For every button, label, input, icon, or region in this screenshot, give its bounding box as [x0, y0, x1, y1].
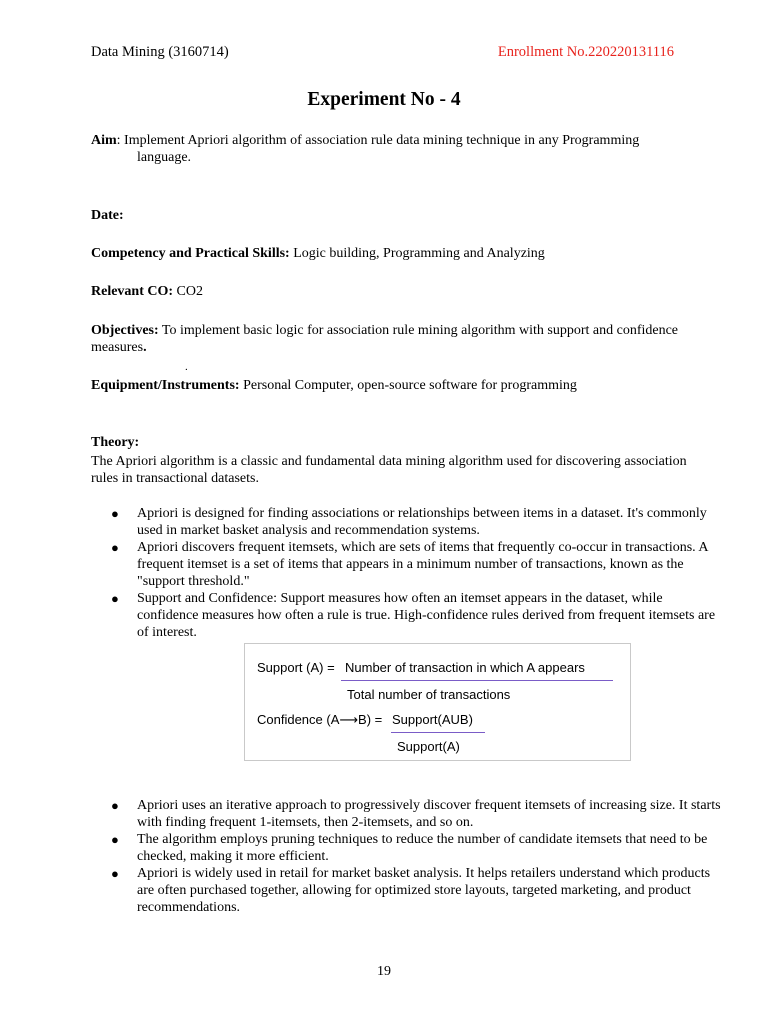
- confidence-denominator: Support(A): [397, 739, 460, 754]
- list-item: [91, 831, 721, 865]
- aim-section: [91, 132, 711, 166]
- confidence-lhs: Confidence (A⟶B) =: [257, 712, 383, 727]
- equipment-label: Equipment/Instruments:: [91, 378, 240, 393]
- list-item-text: Apriori is designed for finding associations or relationships between items in a dataset. It's commonly used in market basket analysis and recommendation systems.: [137, 506, 707, 538]
- date-label: Date:: [91, 208, 124, 223]
- bullet-icon: ●: [111, 591, 119, 606]
- list-item-text: Apriori discovers frequent itemsets, which are sets of items that frequently co-occur in transactions. A frequent itemset is a set of items that appears in a minimum number of transactions, known as the "support threshold.": [137, 540, 708, 589]
- list-item-text: Apriori uses an iterative approach to progressively discover frequent itemsets of increasing size. It starts with finding frequent 1-itemsets, then 2-itemsets, and so on.: [137, 798, 721, 830]
- list-item: [91, 505, 721, 539]
- objectives-end: .: [143, 340, 147, 355]
- equipment-section: [91, 377, 711, 394]
- theory-heading: Theory:: [91, 435, 140, 450]
- list-item: [91, 797, 721, 831]
- header-course: Data Mining (3160714): [91, 44, 229, 60]
- confidence-fraction-line: [391, 732, 485, 733]
- list-item-text: Apriori is widely used in retail for market basket analysis. It helps retailers understand which products are often purchased together, allowing for optimized store layouts, targeted marketing, and product recommendations.: [137, 866, 711, 915]
- relevant-co-text: CO2: [173, 284, 203, 299]
- bullet-icon: ●: [111, 540, 119, 555]
- theory-bullet-list-1: [91, 505, 721, 641]
- bullet-icon: ●: [111, 832, 119, 847]
- list-item: [91, 590, 721, 641]
- relevant-co-section: [91, 283, 203, 300]
- page-title: Experiment No - 4: [307, 89, 461, 110]
- competency-label: Competency and Practical Skills:: [91, 246, 290, 261]
- support-denominator: Total number of transactions: [347, 687, 511, 702]
- relevant-co-label: Relevant CO:: [91, 284, 174, 299]
- page-number: 19: [377, 964, 391, 979]
- support-numerator: Number of transaction in which A appears: [345, 660, 585, 675]
- support-lhs: Support (A) =: [257, 660, 335, 675]
- aim-text-line2: language.: [137, 150, 192, 165]
- list-item: [91, 539, 721, 590]
- aim-text-line1: : Implement Apriori algorithm of association rule data mining technique in any Programming: [116, 133, 640, 148]
- competency-section: [91, 245, 711, 262]
- stray-dot: .: [185, 361, 188, 373]
- objectives-label: Objectives:: [91, 323, 159, 338]
- confidence-numerator: Support(AUB): [392, 712, 473, 727]
- bullet-icon: ●: [111, 506, 119, 521]
- support-fraction-line: [341, 680, 613, 681]
- header-enrollment: Enrollment No.220220131116: [497, 44, 674, 60]
- list-item-text: The algorithm employs pruning techniques to reduce the number of candidate itemsets that need to be checked, making it more efficient.: [137, 832, 708, 864]
- bullet-icon: ●: [111, 866, 119, 881]
- aim-label: Aim: [91, 133, 117, 148]
- theory-intro: The Apriori algorithm is a classic and fundamental data mining algorithm used for discovering association rules in transactional datasets.: [91, 454, 687, 486]
- objectives-section: [91, 322, 691, 356]
- competency-text: Logic building, Programming and Analyzing: [289, 246, 545, 261]
- bullet-icon: ●: [111, 798, 119, 813]
- formula-figure: [244, 643, 631, 761]
- list-item-text: Support and Confidence: Support measures how often an itemset appears in the dataset, while confidence measures how often a rule is true. High-confidence rules derived from frequent itemsets are of interest.: [137, 591, 716, 640]
- equipment-text: Personal Computer, open-source software for programming: [239, 378, 577, 393]
- list-item: [91, 865, 721, 916]
- objectives-text: To implement basic logic for association rule mining algorithm with support and confidence measures: [91, 323, 679, 355]
- theory-bullet-list-2: [91, 797, 721, 916]
